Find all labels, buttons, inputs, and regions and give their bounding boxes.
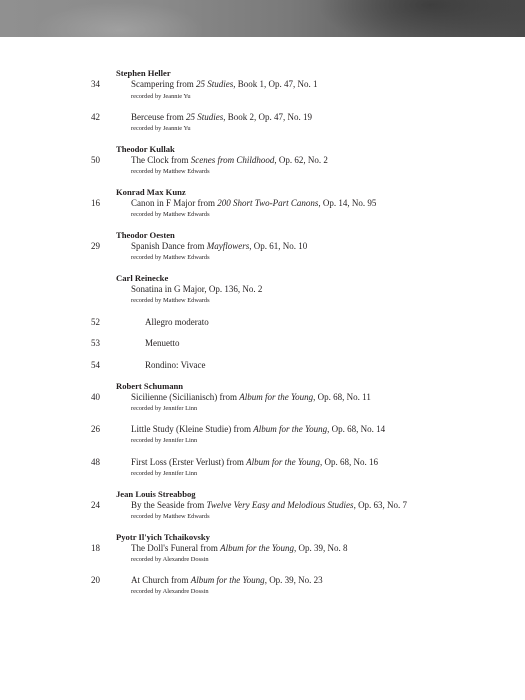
recording-credit: recorded by Matthew Edwards [131,211,210,218]
piece-title: Sonatina in G Major, Op. 136, No. 2 [131,284,263,294]
piece-title: Spanish Dance from Mayflowers, Op. 61, No. 10 [131,241,308,251]
page-number: 48 [91,457,100,467]
recording-credit: recorded by Jennifer Linn [131,405,198,412]
recording-credit: recorded by Matthew Edwards [131,254,210,261]
movement-title: Rondino: Vivace [145,360,206,370]
page-number: 26 [91,424,100,434]
composer-name: Robert Schumann [116,381,184,391]
page-number: 24 [91,500,100,510]
page-number: 54 [91,360,100,370]
composer-name: Theodor Kullak [116,144,175,154]
piece-title: Little Study (Kleine Studie) from Album for the Young, Op. 68, No. 14 [131,424,386,434]
page-number: 42 [91,112,100,122]
page-number: 18 [91,543,100,553]
movement-title: Allegro moderato [145,317,209,327]
recording-credit: recorded by Jennifer Linn [131,470,198,477]
page-number: 40 [91,392,100,402]
composer-name: Jean Louis Streabbog [116,489,196,499]
page-number: 16 [91,198,100,208]
page-number: 29 [91,241,100,251]
piece-title: Scampering from 25 Studies, Book 1, Op. 47, No. 1 [131,79,318,89]
piece-title: The Clock from Scenes from Childhood, Op. 62, No. 2 [131,155,328,165]
recording-credit: recorded by Jennifer Linn [131,437,198,444]
composer-name: Theodor Oesten [116,230,175,240]
recording-credit: recorded by Alexandre Dossin [131,588,209,595]
page-number: 34 [91,79,100,89]
piece-title: Sicilienne (Sicilianisch) from Album for the Young, Op. 68, No. 11 [131,392,371,402]
recording-credit: recorded by Jeannie Yu [131,93,191,100]
recording-credit: recorded by Matthew Edwards [131,297,210,304]
composer-name: Konrad Max Kunz [116,187,186,197]
recording-credit: recorded by Matthew Edwards [131,168,210,175]
piece-title: The Doll's Funeral from Album for the Young, Op. 39, No. 8 [131,543,348,553]
recording-credit: recorded by Alexandre Dossin [131,556,209,563]
piece-title: At Church from Album for the Young, Op. 39, No. 23 [131,575,323,585]
page-number: 20 [91,575,100,585]
composer-name: Carl Reinecke [116,273,169,283]
page-number: 53 [91,338,100,348]
piece-title: Canon in F Major from 200 Short Two-Part Canons, Op. 14, No. 95 [131,198,377,208]
piece-title: By the Seaside from Twelve Very Easy and Melodious Studies, Op. 63, No. 7 [131,500,408,510]
composer-name: Pyotr Il'yich Tchaikovsky [116,532,210,542]
recording-credit: recorded by Jeannie Yu [131,125,191,132]
recording-credit: recorded by Matthew Edwards [131,513,210,520]
composer-name: Stephen Heller [116,68,171,78]
page-number: 52 [91,317,100,327]
page-number: 50 [91,155,100,165]
piece-title: Berceuse from 25 Studies, Book 2, Op. 47, No. 19 [131,112,312,122]
movement-title: Menuetto [145,338,180,348]
piece-title: First Loss (Erster Verlust) from Album for the Young, Op. 68, No. 16 [131,457,379,467]
